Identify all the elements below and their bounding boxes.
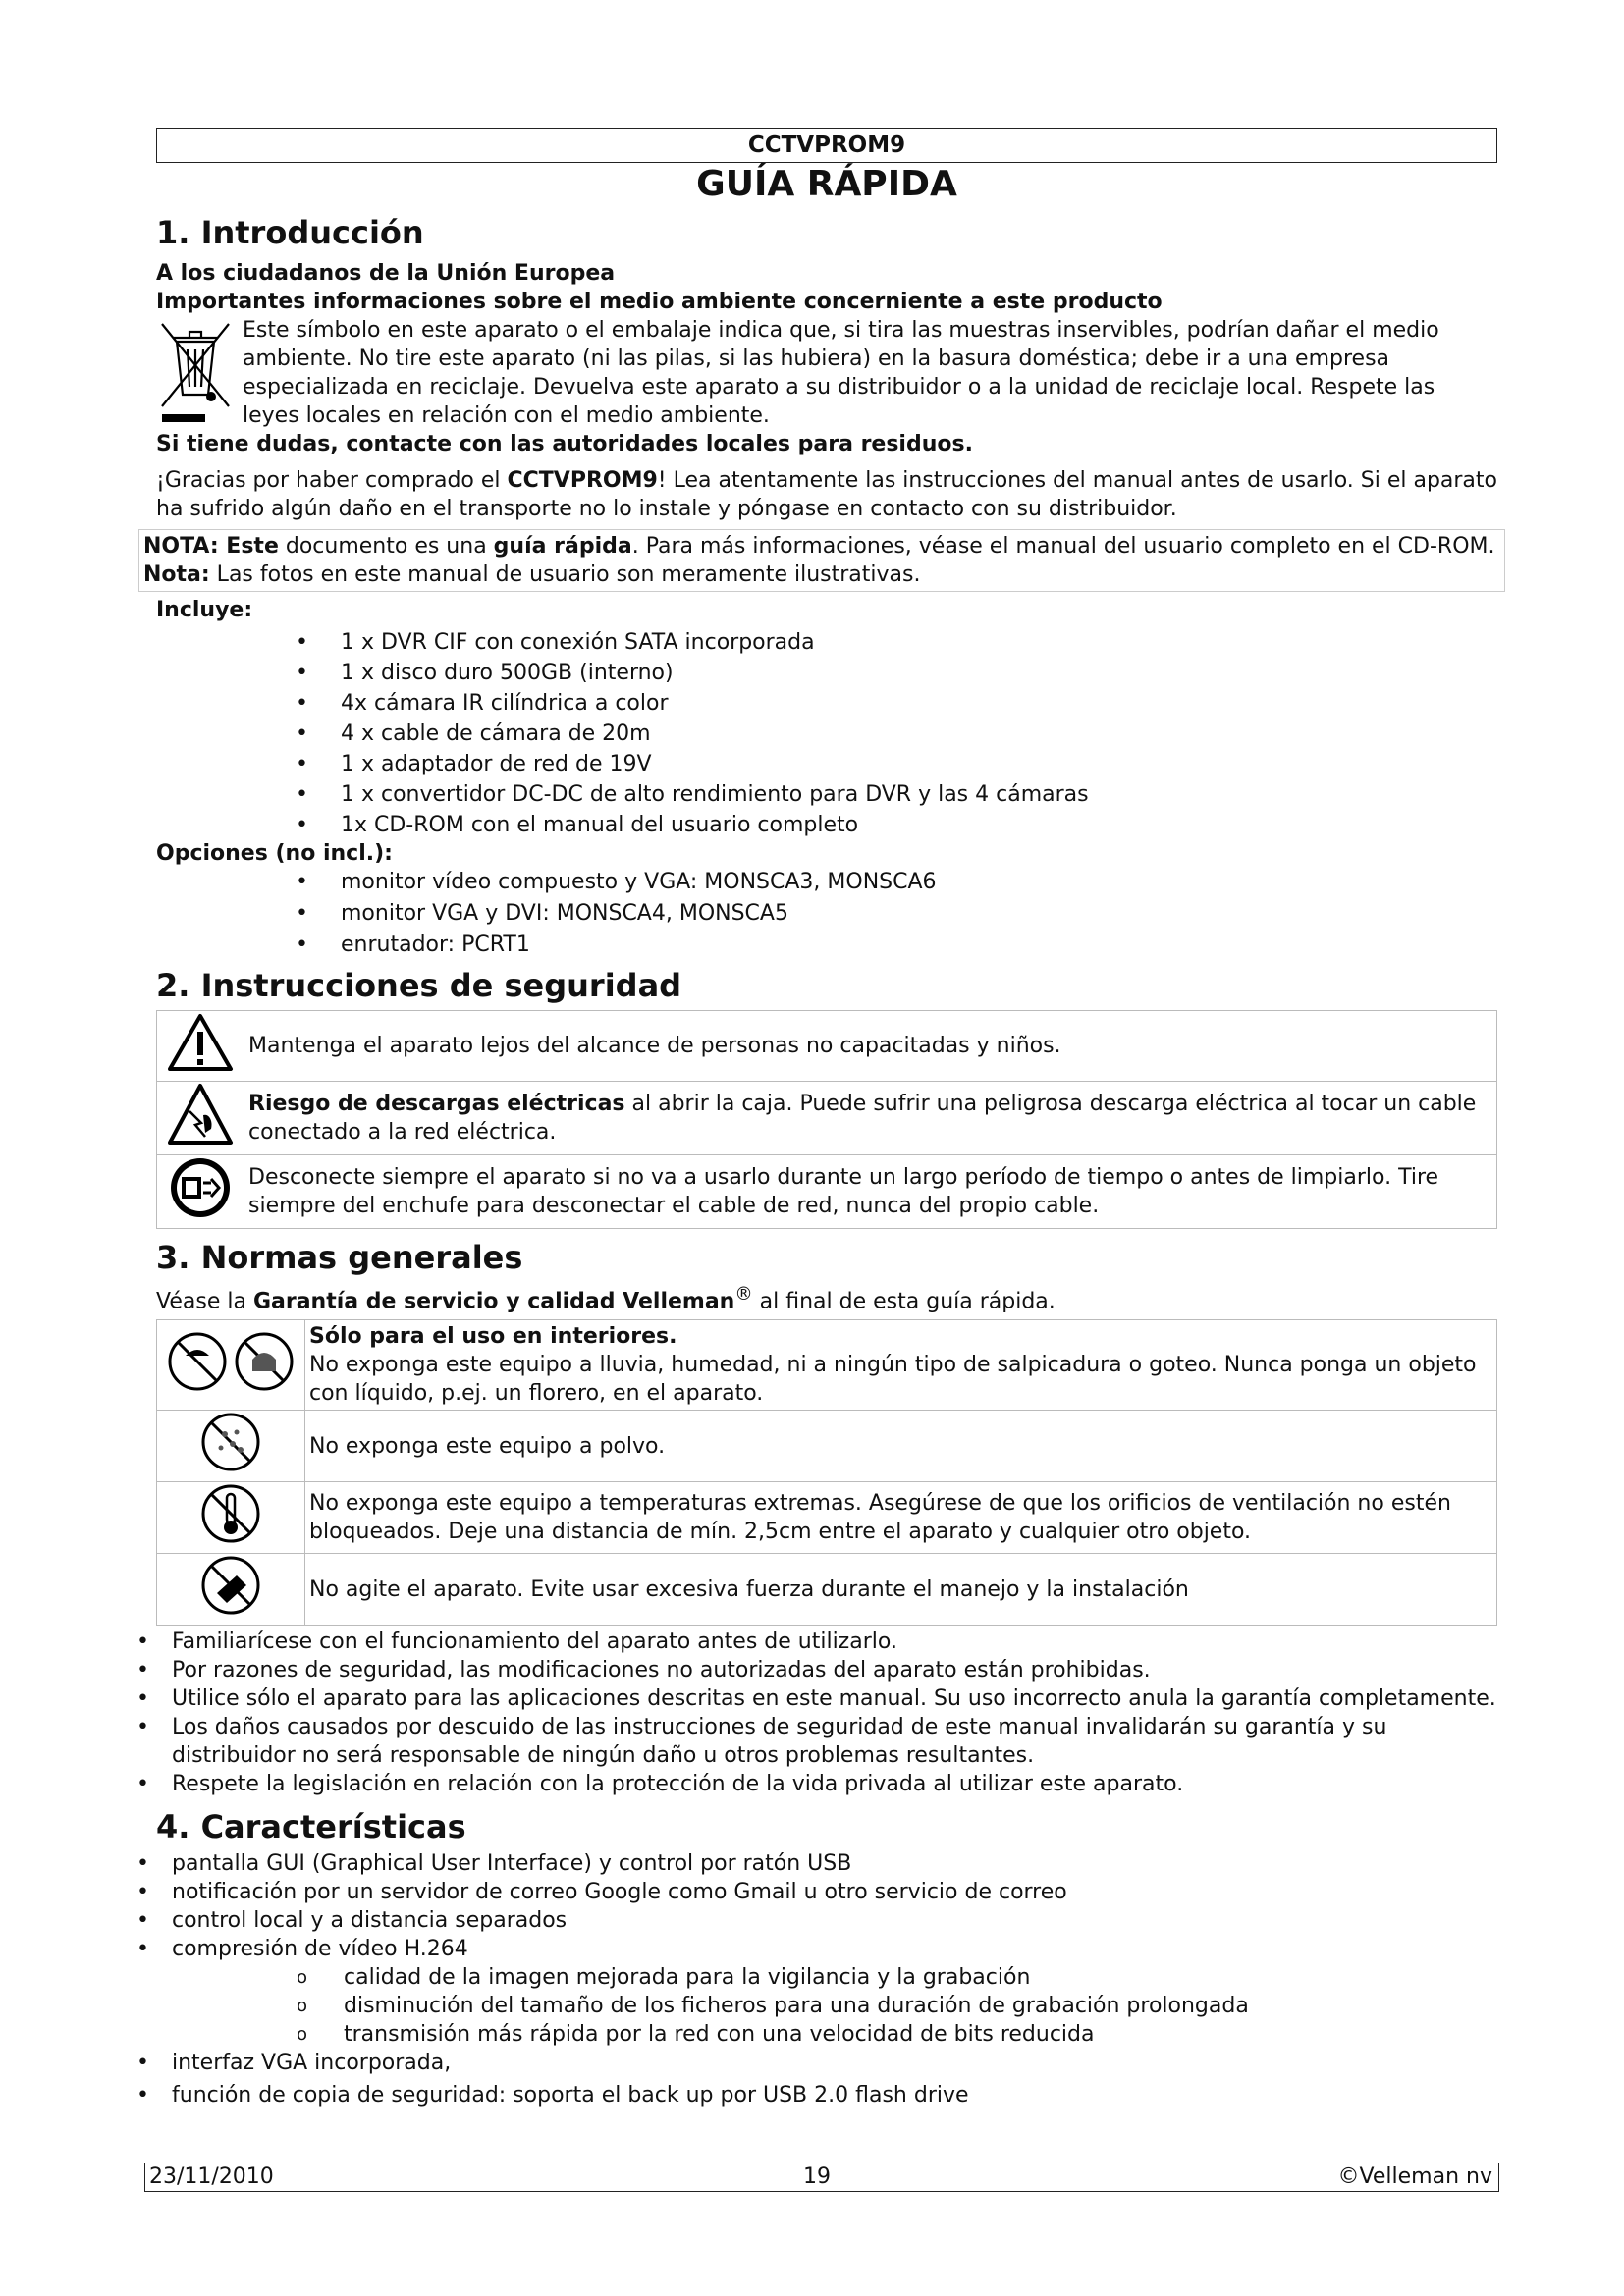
nota-box: NOTA: Este documento es una guía rápida. Para más informaciones, véase el manual del usuario completo en el CD-ROM. Nota: Las fotos en este manual de usuario son meramente ilustrativas. — [138, 529, 1505, 592]
table-row: No exponga este equipo a temperaturas extremas. Asegúrese de que los orificios de ventilación no estén bloqueados. Deje una distancia de mín. 2,5cm entre el aparato y cualquier otro objeto. — [157, 1482, 1497, 1554]
list-item: • interfaz VGA incorporada, — [136, 2049, 1497, 2077]
table-row: No exponga este equipo a polvo. — [157, 1411, 1497, 1482]
list-item: • Familiarícese con el funcionamiento del aparato antes de utilizarlo. — [136, 1628, 1497, 1656]
footer-date: 23/11/2010 — [149, 2164, 274, 2189]
document-title: GUÍA RÁPIDA — [696, 164, 957, 204]
model-header: CCTVPROM9 — [156, 128, 1497, 163]
list-item: • 4x cámara IR cilíndrica a color — [156, 689, 1497, 718]
list-item: o transmisión más rápida por la red con una velocidad de bits reducida — [156, 2020, 1497, 2049]
list-item: o calidad de la imagen mejorada para la vigilancia y la grabación — [156, 1963, 1497, 1992]
table-row: No agite el aparato. Evite usar excesiva fuerza durante el manejo y la instalación — [157, 1554, 1497, 1626]
unplug-icon — [157, 1155, 244, 1229]
section-3-heading: 3. Normas generales — [156, 1239, 523, 1276]
features-sublist — [156, 1963, 1497, 2049]
footer-brand: ©Velleman nv — [1337, 2164, 1492, 2189]
list-item: • notificación por un servidor de correo Google como Gmail u otro servicio de correo — [136, 1878, 1497, 1906]
list-item: • Utilice sólo el aparato para las aplicaciones descritas en este manual. Su uso incorrecto anula la garantía completamente. — [136, 1684, 1497, 1713]
weee-bin-icon — [156, 316, 243, 430]
list-item: • enrutador: PCRT1 — [156, 931, 1497, 959]
features-list — [136, 1849, 1497, 1963]
no-shaking-icon — [157, 1554, 305, 1626]
no-rain-icon — [157, 1320, 305, 1411]
list-item: • 1 x disco duro 500GB (interno) — [156, 659, 1497, 687]
list-item: o disminución del tamaño de los ficheros para una duración de grabación prolongada — [156, 1992, 1497, 2020]
features-list-2 — [136, 2049, 1497, 2109]
thanks-paragraph: ¡Gracias por haber comprado el CCTVPROM9! Lea atentamente las instrucciones del manual antes de usarlo. Si el aparato ha sufrido algún daño en el transporte no lo instale y póngase en contacto con su distribuidor. — [156, 468, 1498, 521]
list-item: • 1x CD-ROM con el manual del usuario completo — [156, 811, 1497, 839]
options-label: Opciones (no incl.): — [156, 841, 393, 866]
list-item: • monitor vídeo compuesto y VGA: MONSCA3, MONSCA6 — [156, 868, 1497, 896]
list-item: • 1 x adaptador de red de 19V — [156, 750, 1497, 778]
section-4-heading: 4. Características — [156, 1808, 466, 1846]
eu-line: A los ciudadanos de la Unión Europea — [156, 261, 616, 286]
table-row: Riesgo de descargas eléctricas al abrir la caja. Puede sufrir una peligrosa descarga eléctrica al tocar un cable conectado a la red eléctrica. — [157, 1082, 1497, 1155]
warranty-line: Véase la Garantía de servicio y calidad Velleman® al final de esta guía rápida. — [156, 1284, 1056, 1314]
warning-triangle-icon — [157, 1011, 244, 1082]
document-page — [143, 128, 1498, 2109]
no-dust-icon — [157, 1411, 305, 1482]
section-1-heading: 1. Introducción — [156, 214, 424, 251]
table-row: Desconecte siempre el aparato si no va a usarlo durante un largo período de tiempo o antes de limpiarlo. Tire siempre del enchufe para desconectar el cable de red, nunca del propio cable. — [157, 1155, 1497, 1229]
environment-title: Importantes informaciones sobre el medio ambiente concerniente a este producto — [156, 290, 1163, 314]
table-row: Mantenga el aparato lejos del alcance de personas no capacitadas y niños. — [157, 1011, 1497, 1082]
doubt-line: Si tiene dudas, contacte con las autoridades locales para residuos. — [156, 432, 973, 456]
section-2-heading: 2. Instrucciones de seguridad — [156, 967, 682, 1004]
general-rules-list — [136, 1628, 1497, 1798]
list-item: • 1 x convertidor DC-DC de alto rendimiento para DVR y las 4 cámaras — [156, 780, 1497, 809]
list-item: • Respete la legislación en relación con la protección de la vida privada al utilizar este aparato. — [136, 1770, 1497, 1798]
list-item: • monitor VGA y DVI: MONSCA4, MONSCA5 — [156, 899, 1497, 928]
electric-shock-icon — [157, 1082, 244, 1155]
list-item: • compresión de vídeo H.264 — [136, 1935, 1497, 1963]
list-item: • 4 x cable de cámara de 20m — [156, 720, 1497, 748]
weee-text: Este símbolo en este aparato o el embalaje indica que, si tira las muestras inservibles, podrían dañar el medio ambiente. No tire este aparato (ni las pilas, si las hubiera) en la basura doméstica; debe ir a una empresa especializada en reciclaje. Devuelva este aparato a su distribuidor o a la unidad de reciclaje local. Respete las leyes locales en relación con el medio ambiente. — [243, 318, 1439, 428]
general-rules-table — [156, 1319, 1497, 1626]
no-heat-icon — [157, 1482, 305, 1554]
footer-page-number: 19 — [803, 2164, 831, 2189]
weee-block — [156, 316, 1497, 430]
table-row: Sólo para el uso en interiores. No exponga este equipo a lluvia, humedad, ni a ningún tipo de salpicadura o goteo. Nunca ponga un objeto con líquido, p.ej. un florero, en el aparato. — [157, 1320, 1497, 1411]
includes-list — [156, 628, 1497, 839]
list-item: • control local y a distancia separados — [136, 1906, 1497, 1935]
options-list — [156, 868, 1497, 959]
list-item: • Los daños causados por descuido de las instrucciones de seguridad de este manual invalidarán su garantía y su distribuidor no será responsable de ningún daño u otros problemas resultantes. — [136, 1713, 1497, 1770]
list-item: • 1 x DVR CIF con conexión SATA incorporada — [156, 628, 1497, 657]
list-item: • pantalla GUI (Graphical User Interface) y control por ratón USB — [136, 1849, 1497, 1878]
safety-table — [156, 1010, 1497, 1229]
page-footer — [144, 2163, 1499, 2192]
list-item: • función de copia de seguridad: soporta el back up por USB 2.0 flash drive — [136, 2081, 1497, 2109]
list-item: • Por razones de seguridad, las modificaciones no autorizadas del aparato están prohibidas. — [136, 1656, 1497, 1684]
includes-label: Incluye: — [156, 598, 253, 622]
